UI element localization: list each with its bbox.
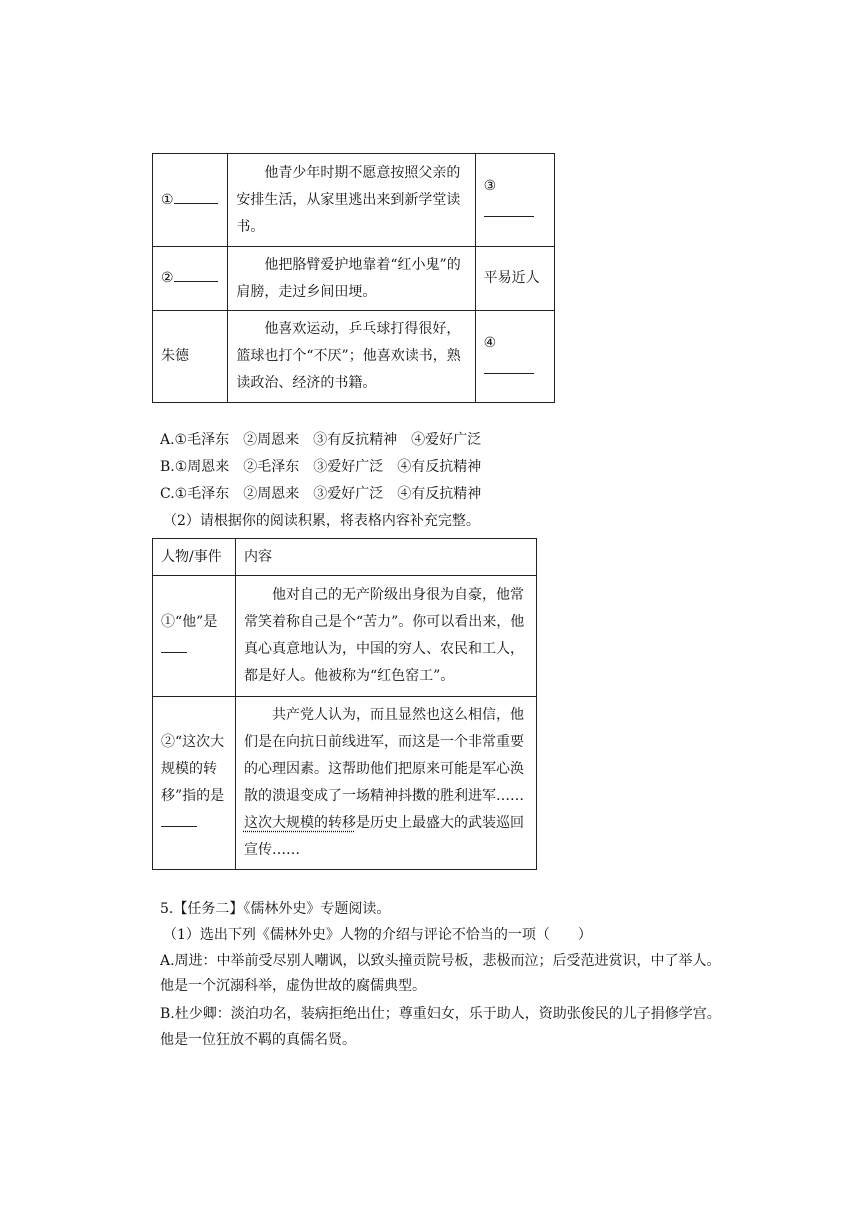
table2-row2-content: 共产党人认为，而且显然也这么相信，他们是在向抗日前线进军，而这是一个非常重要的心理因素。这帮助他们把原来可能是军心涣散的溃退变成了一场精神抖擞的胜利进军……这次大规模的转移是历史上最盛大的武装巡回宣传…… (235, 697, 536, 870)
q5-option-a-line2: 他是一个沉溺科举，虚伪世故的腐儒典型。 (160, 978, 426, 994)
table1-person-cell: ② (153, 247, 228, 311)
question-5-1: （1）选出下列《儒林外史》人物的介绍与评论不恰当的一项（ ） (163, 927, 592, 943)
q5-option-a-line1: A.周进：中举前受尽别人嘲讽，以致头撞贡院号板，悲极而泣；后受范进赏识，中了举人。 (160, 953, 721, 969)
character-table (152, 153, 555, 403)
table2-row1-content: 他对自己的无产阶级出身很为自豪，他常常笑着称自己是个“苦力”。你可以看出来，他真心真意地认为，中国的穷人、农民和工人，都是好人。他被称为“红色窑工”。 (235, 576, 536, 697)
table1-desc-cell: 他青少年时期不愿意按照父亲的安排生活，从家里逃出来到新学堂读书。 (228, 154, 475, 247)
table1-person-cell: ① (153, 154, 228, 247)
table2-head-content: 内容 (235, 539, 536, 576)
table2-head-person: 人物/事件 (153, 539, 236, 576)
table2-row2-label: ②“这次大规模的转移”指的是 (153, 697, 236, 870)
table1-trait-cell: ③ (475, 154, 554, 247)
table1-trait-cell: ④ (475, 311, 554, 403)
option-c: C.①毛泽东 ②周恩来 ③爱好广泛 ④有反抗精神 (160, 486, 482, 502)
table1-desc-cell: 他把胳臂爱护地靠着“红小鬼”的肩膀，走过乡间田埂。 (228, 247, 475, 311)
question-2: （2）请根据你的阅读积累，将表格内容补充完整。 (163, 513, 480, 529)
q5-option-b-line2: 他是一位狂放不羁的真儒名贤。 (160, 1032, 356, 1048)
table1-desc-cell: 他喜欢运动，乒乓球打得很好，篮球也打个“不厌”；他喜欢读书，熟读政治、经济的书籍。 (228, 311, 475, 403)
q5-option-b-line1: B.杜少卿：淡泊功名，装病拒绝出仕；尊重妇女，乐于助人，资助张俊民的儿子捐修学宫。 (160, 1006, 721, 1022)
fill-table (152, 538, 537, 870)
table1-trait-cell: 平易近人 (475, 247, 554, 311)
option-b: B.①周恩来 ②毛泽东 ③爱好广泛 ④有反抗精神 (160, 459, 482, 475)
table2-row1-label: ①“他”是 (153, 576, 236, 697)
table1-person-cell: 朱德 (153, 311, 228, 403)
question-5: 5.【任务二】《儒林外史》专题阅读。 (160, 901, 391, 917)
option-a: A.①毛泽东 ②周恩来 ③有反抗精神 ④爱好广泛 (160, 432, 482, 448)
